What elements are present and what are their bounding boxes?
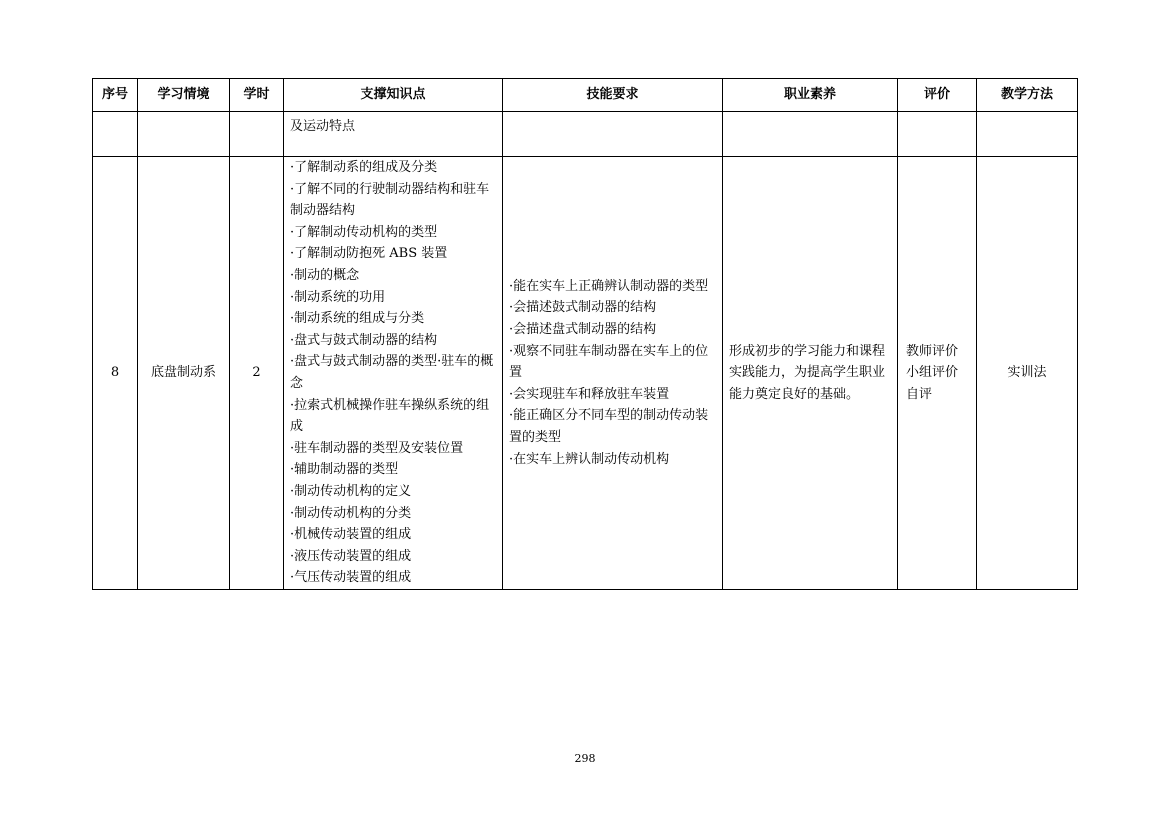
cont-hours-cell [230,112,284,157]
knowledge-item: ·制动传动机构的定义 [290,483,412,499]
skill-item: ·在实车上辨认制动传动机构 [509,451,670,467]
cont-skills-cell [503,112,723,157]
header-method: 教学方法 [977,79,1078,112]
header-row [93,79,1078,112]
row-situation: 底盘制动系 [138,157,230,590]
knowledge-item: ·盘式与鼓式制动器的类型·驻车的概念 [290,354,494,391]
table-row [93,157,1078,590]
knowledge-item: ·制动系统的功用 [290,289,386,305]
cont-knowledge-cell: 及运动特点 [284,112,503,157]
header-situation: 学习情境 [138,79,230,112]
knowledge-item: ·制动传动机构的分类 [290,505,412,521]
row-evaluation [898,157,977,590]
knowledge-item: ·驻车制动器的类型及安装位置 [290,440,464,456]
row-skills [503,157,723,590]
header-knowledge: 支撑知识点 [284,79,503,112]
knowledge-item: ·气压传动装置的组成 [290,570,412,586]
knowledge-item: ·了解制动传动机构的类型 [290,224,438,240]
evaluation-item: 自评 [906,386,933,402]
knowledge-item: ·拉索式机械操作驻车操纵系统的组成 [290,397,490,435]
knowledge-item: ·了解制动防抱死 ABS 装置 [290,246,448,262]
knowledge-item: ·了解制动系的组成及分类 [290,160,438,175]
skill-item: ·会描述鼓式制动器的结构 [509,300,657,316]
row-hours: 2 [230,157,284,590]
header-skills: 技能要求 [503,79,723,112]
skill-item: ·观察不同驻车制动器在实车上的位置 [509,343,709,381]
cont-literacy-cell [723,112,898,157]
knowledge-item: ·机械传动装置的组成 [290,527,412,543]
header-evaluation: 评价 [898,79,977,112]
row-index: 8 [93,157,138,590]
cont-situation-cell [138,112,230,157]
evaluation-item: 教师评价 [906,343,959,359]
header-hours: 学时 [230,79,284,112]
knowledge-item: ·制动的概念 [290,267,360,283]
skill-item: ·会描述盘式制动器的结构 [509,322,657,338]
row-literacy: 形成初步的学习能力和课程实践能力，为提高学生职业能力奠定良好的基础。 [723,157,898,590]
evaluation-item: 小组评价 [906,365,959,381]
row-knowledge [284,157,503,590]
knowledge-item: ·了解不同的行驶制动器结构和驻车制动器结构 [290,181,490,219]
knowledge-list [290,157,499,589]
header-index: 序号 [93,79,138,112]
cont-method-cell [977,112,1078,157]
skills-list [509,276,719,470]
knowledge-item: ·辅助制动器的类型 [290,462,399,478]
cont-index-cell [93,112,138,157]
skill-item: ·会实现驻车和释放驻车装置 [509,386,670,402]
cont-evaluation-cell [898,112,977,157]
knowledge-item: ·制动系统的组成与分类 [290,311,425,327]
skill-item: ·能正确区分不同车型的制动传动装置的类型 [509,408,709,445]
page-number: 298 [574,752,596,765]
continuation-row [93,112,1078,157]
knowledge-item: ·液压传动装置的组成 [290,548,412,564]
skill-item: ·能在实车上正确辨认制动器的类型 [509,278,709,294]
header-literacy: 职业素养 [723,79,898,112]
course-table [92,78,1078,590]
knowledge-item: ·盘式与鼓式制动器的结构 [290,332,438,348]
row-method: 实训法 [977,157,1078,590]
